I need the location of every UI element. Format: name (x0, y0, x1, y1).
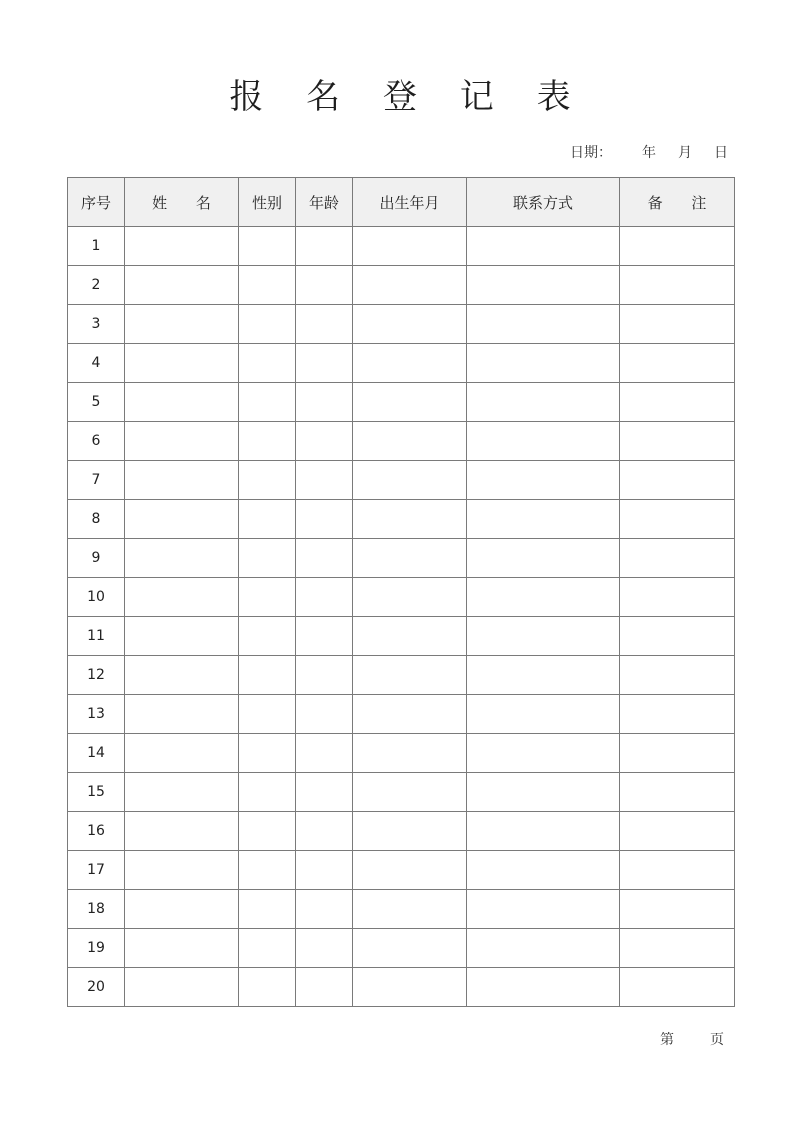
gender-cell[interactable] (239, 305, 296, 344)
age-cell[interactable] (296, 734, 353, 773)
gender-cell[interactable] (239, 266, 296, 305)
table-row (68, 734, 735, 773)
name-cell[interactable] (125, 617, 239, 656)
name-cell[interactable] (125, 383, 239, 422)
remarks-cell[interactable] (620, 812, 735, 851)
header-name: 姓 名 (125, 178, 239, 227)
header-remarks: 备 注 (620, 178, 735, 227)
age-cell[interactable] (296, 968, 353, 1007)
remarks-cell[interactable] (620, 422, 735, 461)
gender-cell[interactable] (239, 773, 296, 812)
contact-cell[interactable] (467, 383, 620, 422)
date-label: 日期： (570, 145, 612, 161)
name-cell[interactable] (125, 890, 239, 929)
birth-date-cell[interactable] (353, 617, 467, 656)
table-row (68, 305, 735, 344)
row-index: 2 (68, 266, 125, 305)
birth-date-cell[interactable] (353, 266, 467, 305)
row-index: 1 (68, 227, 125, 266)
name-cell[interactable] (125, 344, 239, 383)
row-index: 15 (68, 773, 125, 812)
row-index: 5 (68, 383, 125, 422)
age-cell[interactable] (296, 539, 353, 578)
page-prefix: 第 (660, 1032, 674, 1048)
contact-cell[interactable] (467, 539, 620, 578)
table-row (68, 890, 735, 929)
birth-date-cell[interactable] (353, 851, 467, 890)
remarks-cell[interactable] (620, 773, 735, 812)
remarks-cell[interactable] (620, 851, 735, 890)
table-row (68, 227, 735, 266)
gender-cell[interactable] (239, 695, 296, 734)
remarks-cell[interactable] (620, 695, 735, 734)
age-cell[interactable] (296, 266, 353, 305)
birth-date-cell[interactable] (353, 227, 467, 266)
age-cell[interactable] (296, 617, 353, 656)
age-cell[interactable] (296, 227, 353, 266)
age-cell[interactable] (296, 773, 353, 812)
age-cell[interactable] (296, 929, 353, 968)
birth-date-cell[interactable] (353, 695, 467, 734)
remarks-cell[interactable] (620, 383, 735, 422)
gender-cell[interactable] (239, 812, 296, 851)
contact-cell[interactable] (467, 422, 620, 461)
name-cell[interactable] (125, 227, 239, 266)
remarks-cell[interactable] (620, 968, 735, 1007)
age-cell[interactable] (296, 422, 353, 461)
birth-date-cell[interactable] (353, 812, 467, 851)
remarks-cell[interactable] (620, 227, 735, 266)
table-row (68, 929, 735, 968)
table-row (68, 656, 735, 695)
remarks-cell[interactable] (620, 890, 735, 929)
table-row (68, 617, 735, 656)
row-index: 14 (68, 734, 125, 773)
age-cell[interactable] (296, 890, 353, 929)
age-cell[interactable] (296, 695, 353, 734)
row-index: 6 (68, 422, 125, 461)
header-contact: 联系方式 (467, 178, 620, 227)
birth-date-cell[interactable] (353, 968, 467, 1007)
remarks-cell[interactable] (620, 305, 735, 344)
age-cell[interactable] (296, 305, 353, 344)
row-index: 17 (68, 851, 125, 890)
remarks-cell[interactable] (620, 539, 735, 578)
gender-cell[interactable] (239, 578, 296, 617)
remarks-cell[interactable] (620, 656, 735, 695)
remarks-cell[interactable] (620, 617, 735, 656)
contact-cell[interactable] (467, 461, 620, 500)
table-row (68, 383, 735, 422)
row-index: 13 (68, 695, 125, 734)
row-index: 16 (68, 812, 125, 851)
registration-table (67, 177, 735, 1007)
name-cell[interactable] (125, 422, 239, 461)
row-index: 8 (68, 500, 125, 539)
table-row (68, 461, 735, 500)
gender-cell[interactable] (239, 617, 296, 656)
birth-date-cell[interactable] (353, 890, 467, 929)
table-header-row (68, 178, 735, 227)
table-row (68, 422, 735, 461)
name-cell[interactable] (125, 305, 239, 344)
contact-cell[interactable] (467, 578, 620, 617)
name-cell[interactable] (125, 734, 239, 773)
table-row (68, 968, 735, 1007)
age-cell[interactable] (296, 461, 353, 500)
page-title: 报 名 登 记 表 (229, 77, 587, 117)
table-row (68, 695, 735, 734)
header-age: 年龄 (296, 178, 353, 227)
contact-cell[interactable] (467, 344, 620, 383)
name-cell[interactable] (125, 968, 239, 1007)
row-index: 7 (68, 461, 125, 500)
header-gender: 性别 (239, 178, 296, 227)
name-cell[interactable] (125, 656, 239, 695)
name-cell[interactable] (125, 578, 239, 617)
age-cell[interactable] (296, 578, 353, 617)
remarks-cell[interactable] (620, 500, 735, 539)
age-cell[interactable] (296, 344, 353, 383)
date-line (570, 143, 728, 163)
gender-cell[interactable] (239, 422, 296, 461)
age-cell[interactable] (296, 500, 353, 539)
gender-cell[interactable] (239, 734, 296, 773)
remarks-cell[interactable] (620, 929, 735, 968)
birth-date-cell[interactable] (353, 578, 467, 617)
header-index: 序号 (68, 178, 125, 227)
gender-cell[interactable] (239, 890, 296, 929)
contact-cell[interactable] (467, 929, 620, 968)
age-cell[interactable] (296, 851, 353, 890)
remarks-cell[interactable] (620, 266, 735, 305)
name-cell[interactable] (125, 461, 239, 500)
name-cell[interactable] (125, 500, 239, 539)
row-index: 10 (68, 578, 125, 617)
page-suffix: 页 (710, 1032, 724, 1048)
gender-cell[interactable] (239, 500, 296, 539)
birth-date-cell[interactable] (353, 500, 467, 539)
table-body (68, 227, 735, 1007)
row-index: 11 (68, 617, 125, 656)
name-cell[interactable] (125, 929, 239, 968)
gender-cell[interactable] (239, 968, 296, 1007)
birth-date-cell[interactable] (353, 461, 467, 500)
name-cell[interactable] (125, 539, 239, 578)
contact-cell[interactable] (467, 851, 620, 890)
contact-cell[interactable] (467, 227, 620, 266)
birth-date-cell[interactable] (353, 344, 467, 383)
table-row (68, 578, 735, 617)
name-cell[interactable] (125, 851, 239, 890)
name-cell[interactable] (125, 266, 239, 305)
contact-cell[interactable] (467, 500, 620, 539)
contact-cell[interactable] (467, 305, 620, 344)
page-number-line (660, 1030, 724, 1050)
row-index: 3 (68, 305, 125, 344)
contact-cell[interactable] (467, 695, 620, 734)
gender-cell[interactable] (239, 227, 296, 266)
contact-cell[interactable] (467, 734, 620, 773)
contact-cell[interactable] (467, 773, 620, 812)
table-row (68, 344, 735, 383)
date-day-unit: 日 (714, 145, 728, 161)
table-row (68, 773, 735, 812)
birth-date-cell[interactable] (353, 422, 467, 461)
age-cell[interactable] (296, 656, 353, 695)
row-index: 19 (68, 929, 125, 968)
contact-cell[interactable] (467, 266, 620, 305)
birth-date-cell[interactable] (353, 383, 467, 422)
row-index: 12 (68, 656, 125, 695)
name-cell[interactable] (125, 695, 239, 734)
table-row (68, 539, 735, 578)
gender-cell[interactable] (239, 656, 296, 695)
gender-cell[interactable] (239, 539, 296, 578)
date-year-unit: 年 (642, 145, 656, 161)
gender-cell[interactable] (239, 344, 296, 383)
row-index: 9 (68, 539, 125, 578)
table-row (68, 500, 735, 539)
contact-cell[interactable] (467, 656, 620, 695)
birth-date-cell[interactable] (353, 773, 467, 812)
remarks-cell[interactable] (620, 344, 735, 383)
contact-cell[interactable] (467, 617, 620, 656)
name-cell[interactable] (125, 812, 239, 851)
header-birth-date: 出生年月 (353, 178, 467, 227)
gender-cell[interactable] (239, 461, 296, 500)
contact-cell[interactable] (467, 890, 620, 929)
contact-cell[interactable] (467, 812, 620, 851)
birth-date-cell[interactable] (353, 656, 467, 695)
table-row (68, 851, 735, 890)
name-cell[interactable] (125, 773, 239, 812)
age-cell[interactable] (296, 383, 353, 422)
table-row (68, 266, 735, 305)
birth-date-cell[interactable] (353, 734, 467, 773)
remarks-cell[interactable] (620, 461, 735, 500)
remarks-cell[interactable] (620, 734, 735, 773)
contact-cell[interactable] (467, 968, 620, 1007)
birth-date-cell[interactable] (353, 305, 467, 344)
birth-date-cell[interactable] (353, 539, 467, 578)
row-index: 18 (68, 890, 125, 929)
birth-date-cell[interactable] (353, 929, 467, 968)
gender-cell[interactable] (239, 929, 296, 968)
table-row (68, 812, 735, 851)
row-index: 4 (68, 344, 125, 383)
row-index: 20 (68, 968, 125, 1007)
gender-cell[interactable] (239, 383, 296, 422)
gender-cell[interactable] (239, 851, 296, 890)
remarks-cell[interactable] (620, 578, 735, 617)
age-cell[interactable] (296, 812, 353, 851)
date-month-unit: 月 (678, 145, 692, 161)
